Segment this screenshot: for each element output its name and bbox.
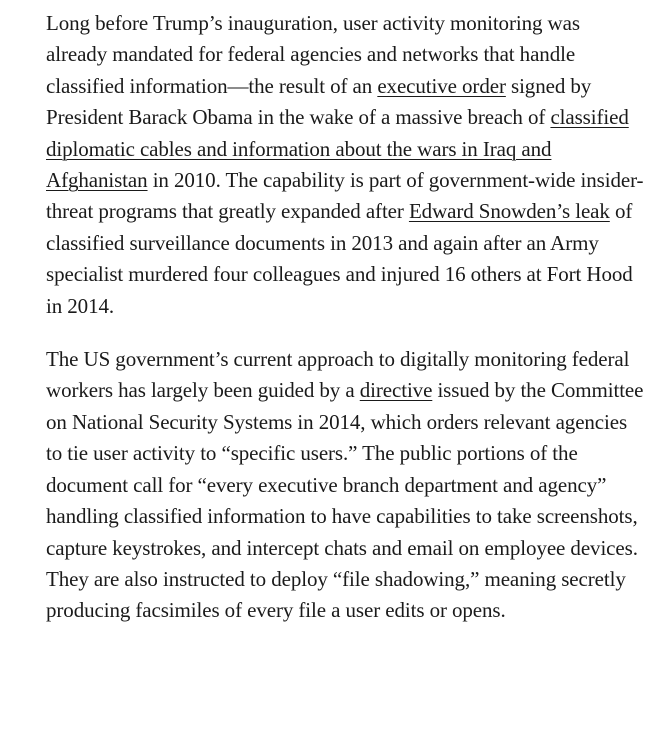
article-body xyxy=(46,8,646,627)
paragraph-1 xyxy=(46,8,646,322)
paragraph-1-text-3: in 2010. The capability is part of government-wide insider-threat programs that greatly expanded after xyxy=(46,168,644,224)
link-directive[interactable]: directive xyxy=(359,378,433,403)
paragraph-2-text-1: The US government’s current approach to digitally monitoring federal workers has largely been guided by a xyxy=(46,347,630,403)
link-snowden-leak[interactable]: Edward Snowden’s leak xyxy=(408,199,610,224)
link-classified-diplomatic-cables[interactable]: classified diplomatic cables and information about the wars in Iraq and Afghanistan xyxy=(46,105,629,193)
paragraph-1-text-2: signed by President Barack Obama in the wake of a massive breach of xyxy=(46,73,592,130)
link-executive-order[interactable]: executive order xyxy=(377,73,506,98)
paragraph-1-text-4: of classified surveillance documents in 2013 and again after an Army specialist murdered four colleagues and injured 16 others at Fort Hood in 2014. xyxy=(46,199,633,318)
paragraph-2-text-2: issued by the Committee on National Security Systems in 2014, which orders relevant agencies to tie user activity to “specific users.” The public portions of the document call for “every executive branch department and agency” handling classified information to have capabilities to take screenshots, capture keystrokes, and intercept chats and email on employee devices. They are also instructed to deploy “file shadowing,” meaning secretly producing facsimiles of every file a user edits or opens. xyxy=(46,378,644,623)
paragraph-1-text-1: Long before Trump’s inauguration, user activity monitoring was already mandated for federal agencies and networks that handle classified information—the result of an xyxy=(46,11,580,98)
paragraph-2 xyxy=(46,344,646,627)
